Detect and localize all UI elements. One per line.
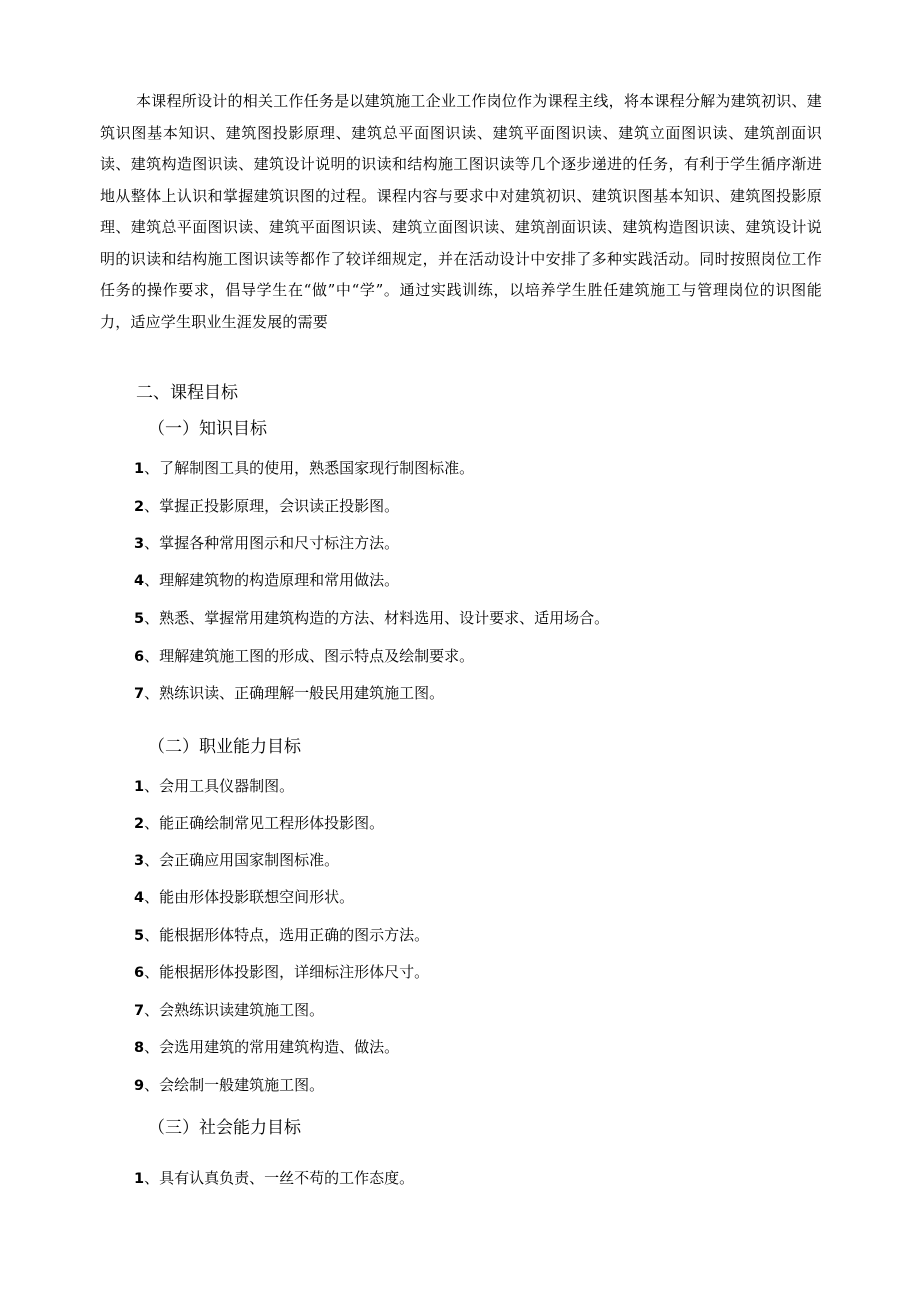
list-item xyxy=(134,961,429,982)
list-number: 5 xyxy=(134,611,145,627)
list-number: 3 xyxy=(134,536,145,552)
list-text: 、能根据形体特点，选用正确的图示方法。 xyxy=(144,926,430,944)
list-text: 、会选用建筑的常用建筑构造、做法。 xyxy=(144,1038,400,1056)
list-text: 、会用工具仪器制图。 xyxy=(144,777,295,795)
list-text: 、熟练识读、正确理解一般民用建筑施工图。 xyxy=(144,684,445,702)
list-text: 、能由形体投影联想空间形状。 xyxy=(144,888,355,906)
list-item xyxy=(134,1167,414,1188)
list-text: 、能根据形体投影图，详细标注形体尺寸。 xyxy=(144,963,430,981)
subsection-heading-knowledge: （一）知识目标 xyxy=(148,419,267,439)
list-text: 、具有认真负责、一丝不苟的工作态度。 xyxy=(144,1169,415,1187)
intro-paragraph: 本课程所设计的相关工作任务是以建筑施工企业工作岗位作为课程主线，将本课程分解为建筑初识、建筑识图基本知识、建筑图投影原理、建筑总平面图识读、建筑平面图识读、建筑立面图识读、建筑剖面识读、建筑构造图识读、建筑设计说明的识读和结构施工图识读等几个逐步递进的任务，有利于学生循序渐进地从整体上认识和掌握建筑识图的过程。课程内容与要求中对建筑初识、建筑识图基本知识、建筑图投影原理、建筑总平面图识读、建筑平面图识读、建筑立面图识读、建筑剖面识读、建筑构造图识读、建筑设计说明的识读和结构施工图识读等都作了较详细规定，并在活动设计中安排了多种实践活动。同时按照岗位工作任务的操作要求，倡导学生在“做”中“学”。通过实践训练，以培养学生胜任建筑施工与管理岗位的识图能力，适应学生职业生涯发展的需要 xyxy=(100,92,822,331)
list-item xyxy=(134,457,474,478)
list-number: 6 xyxy=(134,649,145,665)
list-item xyxy=(134,682,444,703)
list-text: 、会熟练识读建筑施工图。 xyxy=(144,1001,325,1019)
list-number: 1 xyxy=(134,1171,145,1187)
list-text: 、会绘制一般建筑施工图。 xyxy=(144,1076,325,1094)
list-item xyxy=(134,1036,399,1057)
list-number: 4 xyxy=(134,890,145,906)
list-number: 5 xyxy=(134,928,145,944)
list-text: 、掌握正投影原理，会识读正投影图。 xyxy=(144,497,400,515)
list-item xyxy=(134,532,399,553)
list-item xyxy=(134,849,339,870)
list-item xyxy=(134,999,324,1020)
list-item xyxy=(134,812,384,833)
list-number: 8 xyxy=(134,1040,145,1056)
list-number: 1 xyxy=(134,779,145,795)
list-item xyxy=(134,607,609,628)
list-number: 6 xyxy=(134,965,145,981)
list-item xyxy=(134,1074,324,1095)
list-number: 2 xyxy=(134,499,145,515)
list-item xyxy=(134,924,429,945)
list-item xyxy=(134,775,294,796)
list-number: 1 xyxy=(134,461,145,477)
list-number: 7 xyxy=(134,686,145,702)
list-text: 、熟悉、掌握常用建筑构造的方法、材料选用、设计要求、适用场合。 xyxy=(144,609,610,627)
list-item xyxy=(134,886,354,907)
list-number: 7 xyxy=(134,1003,145,1019)
list-number: 2 xyxy=(134,816,145,832)
list-item xyxy=(134,495,399,516)
list-text: 、理解建筑物的构造原理和常用做法。 xyxy=(144,571,400,589)
list-number: 3 xyxy=(134,853,145,869)
list-text: 、掌握各种常用图示和尺寸标注方法。 xyxy=(144,534,400,552)
list-text: 、能正确绘制常见工程形体投影图。 xyxy=(144,814,385,832)
list-item xyxy=(134,645,474,666)
list-text: 、了解制图工具的使用，熟悉国家现行制图标准。 xyxy=(144,459,475,477)
list-text: 、会正确应用国家制图标准。 xyxy=(144,851,340,869)
section-heading-course-goals: 二、课程目标 xyxy=(136,383,238,403)
list-number: 9 xyxy=(134,1078,145,1094)
subsection-heading-professional: （二）职业能力目标 xyxy=(148,737,301,757)
list-item xyxy=(134,569,399,590)
list-number: 4 xyxy=(134,573,145,589)
subsection-heading-social: （三）社会能力目标 xyxy=(148,1118,301,1138)
list-text: 、理解建筑施工图的形成、图示特点及绘制要求。 xyxy=(144,647,475,665)
